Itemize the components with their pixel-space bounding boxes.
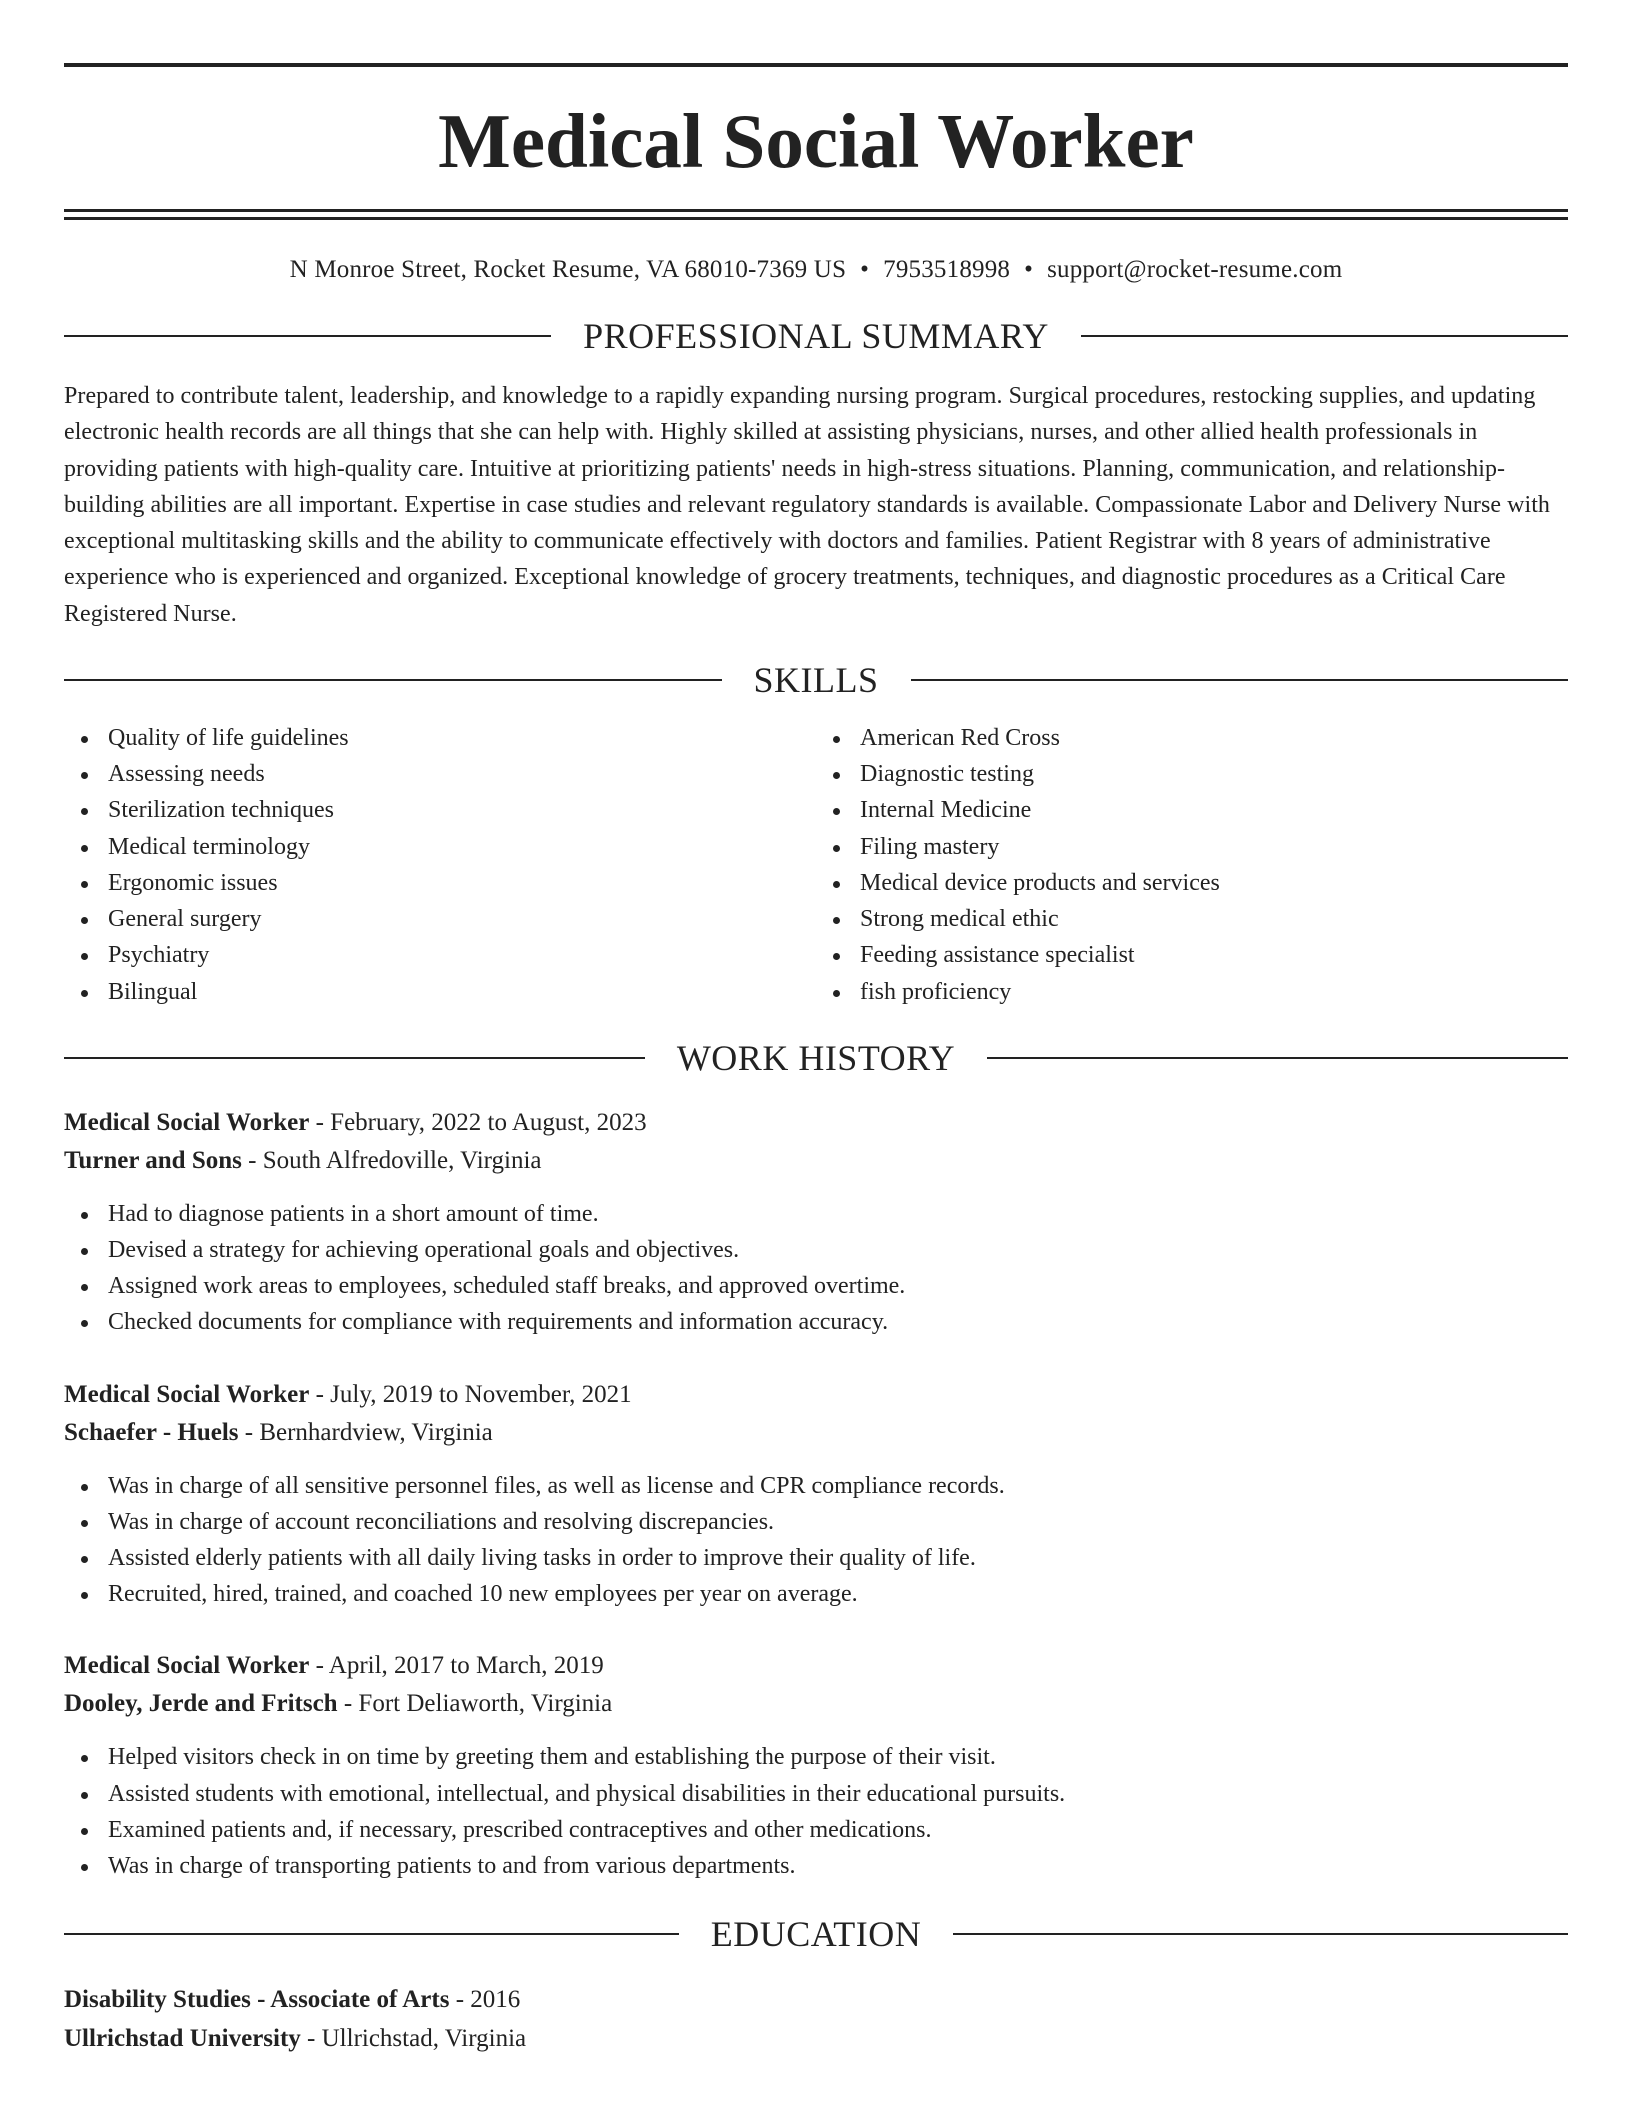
list-item: Quality of life guidelines — [108, 720, 816, 756]
education-year: - 2016 — [449, 1986, 521, 2014]
job-role: Medical Social Worker — [64, 1652, 310, 1680]
job-location: - South Alfredoville, Virginia — [241, 1146, 542, 1174]
list-item: Medical terminology — [108, 829, 816, 865]
list-item: Feeding assistance specialist — [860, 937, 1568, 973]
section-title: SKILLS — [753, 660, 879, 701]
job-location: - Fort Deliaworth, Virginia — [337, 1690, 613, 1718]
list-item: Was in charge of transporting patients to and from various departments. — [108, 1848, 1568, 1884]
skills-list — [64, 720, 1568, 1010]
resume-name: Medical Social Worker — [438, 98, 1194, 184]
list-item: Assessing needs — [108, 756, 816, 792]
professional-summary-text: Prepared to contribute talent, leadership, and knowledge to a rapidly expanding nursing program. Surgical procedures, restocking supplies, and updating electronic health records are all things that she can help with. Highly skilled at assisting physicians, nurses, and other allied health professionals in providing patients with high-quality care. Intuitive at prioritizing patients' needs in high-stress situations. Planning, communication, and relationship-building abilities are all important. Expertise in case studies and relevant regulatory standards is available. Compassionate Labor and Delivery Nurse with exceptional multitasking skills and the ability to communicate effectively with doctors and families. Patient Registrar with 8 years of administrative experience who is experienced and organized. Exceptional knowledge of grocery treatments, techniques, and diagnostic procedures as a Critical Care Registered Nurse. — [64, 383, 1550, 627]
job-dates: - February, 2022 to August, 2023 — [309, 1108, 647, 1136]
skills-left-column — [64, 720, 816, 1010]
list-item: Recruited, hired, trained, and coached 10 new employees per year on average. — [108, 1576, 1568, 1612]
list-item: Strong medical ethic — [860, 901, 1568, 937]
header-double-rule — [64, 209, 1568, 220]
list-item: Bilingual — [108, 974, 816, 1010]
job-entry — [64, 1647, 1568, 1884]
list-item: Devised a strategy for achieving operational goals and objectives. — [108, 1232, 1568, 1268]
education-location: - Ullrichstad, Virginia — [300, 2025, 527, 2053]
contact-phone: 7953518998 — [883, 256, 1011, 283]
list-item: Checked documents for compliance with requirements and information accuracy. — [108, 1304, 1568, 1340]
section-header-skills — [64, 656, 1568, 704]
list-item: American Red Cross — [860, 720, 1568, 756]
contact-separator: • — [860, 256, 870, 283]
job-dates: - July, 2019 to November, 2021 — [309, 1380, 632, 1408]
list-item: Sterilization techniques — [108, 792, 816, 828]
section-title: WORK HISTORY — [676, 1037, 956, 1078]
list-item: Diagnostic testing — [860, 756, 1568, 792]
list-item: Ergonomic issues — [108, 865, 816, 901]
job-bullets — [64, 1196, 1568, 1341]
job-company: Schaefer - Huels — [64, 1418, 239, 1446]
list-item: Filing mastery — [860, 829, 1568, 865]
list-item: Helped visitors check in on time by greeting them and establishing the purpose of their visit. — [108, 1739, 1568, 1775]
job-dates: - April, 2017 to March, 2019 — [309, 1652, 604, 1680]
list-item: Had to diagnose patients in a short amount of time. — [108, 1196, 1568, 1232]
education-entry — [64, 1980, 1568, 2058]
contact-separator: • — [1024, 256, 1034, 283]
job-role: Medical Social Worker — [64, 1380, 310, 1408]
contact-address: N Monroe Street, Rocket Resume, VA 68010-7369 US — [289, 256, 847, 283]
list-item: Was in charge of account reconciliations and resolving discrepancies. — [108, 1504, 1568, 1540]
skills-right-column — [816, 720, 1568, 1010]
top-rule — [64, 63, 1568, 67]
education-degree: Disability Studies - Associate of Arts — [64, 1986, 450, 2014]
job-bullets — [64, 1468, 1568, 1613]
list-item: Assigned work areas to employees, scheduled staff breaks, and approved overtime. — [108, 1268, 1568, 1304]
job-bullets — [64, 1739, 1568, 1884]
job-location: - Bernhardview, Virginia — [238, 1418, 493, 1446]
list-item: Psychiatry — [108, 937, 816, 973]
list-item: Assisted elderly patients with all daily living tasks in order to improve their quality of life. — [108, 1540, 1568, 1576]
list-item: fish proficiency — [860, 974, 1568, 1010]
section-header-work — [64, 1034, 1568, 1082]
list-item: Internal Medicine — [860, 792, 1568, 828]
education-school: Ullrichstad University — [64, 2025, 301, 2053]
contact-email: support@rocket-resume.com — [1047, 256, 1343, 283]
list-item: General surgery — [108, 901, 816, 937]
job-entry — [64, 1104, 1568, 1341]
work-history-list — [64, 1104, 1568, 1884]
contact-line — [64, 256, 1568, 284]
list-item: Medical device products and services — [860, 865, 1568, 901]
list-item: Was in charge of all sensitive personnel files, as well as license and CPR compliance records. — [108, 1468, 1568, 1504]
section-title: PROFESSIONAL SUMMARY — [583, 316, 1049, 356]
job-company: Turner and Sons — [64, 1146, 242, 1174]
job-role: Medical Social Worker — [64, 1108, 310, 1136]
job-company: Dooley, Jerde and Fritsch — [64, 1690, 338, 1718]
list-item: Examined patients and, if necessary, prescribed contraceptives and other medications. — [108, 1812, 1568, 1848]
section-header-summary — [64, 312, 1568, 360]
resume-page — [64, 0, 1568, 2058]
list-item: Assisted students with emotional, intellectual, and physical disabilities in their educational pursuits. — [108, 1776, 1568, 1812]
section-header-education — [64, 1910, 1568, 1958]
section-title: EDUCATION — [710, 1914, 922, 1955]
job-entry — [64, 1376, 1568, 1613]
